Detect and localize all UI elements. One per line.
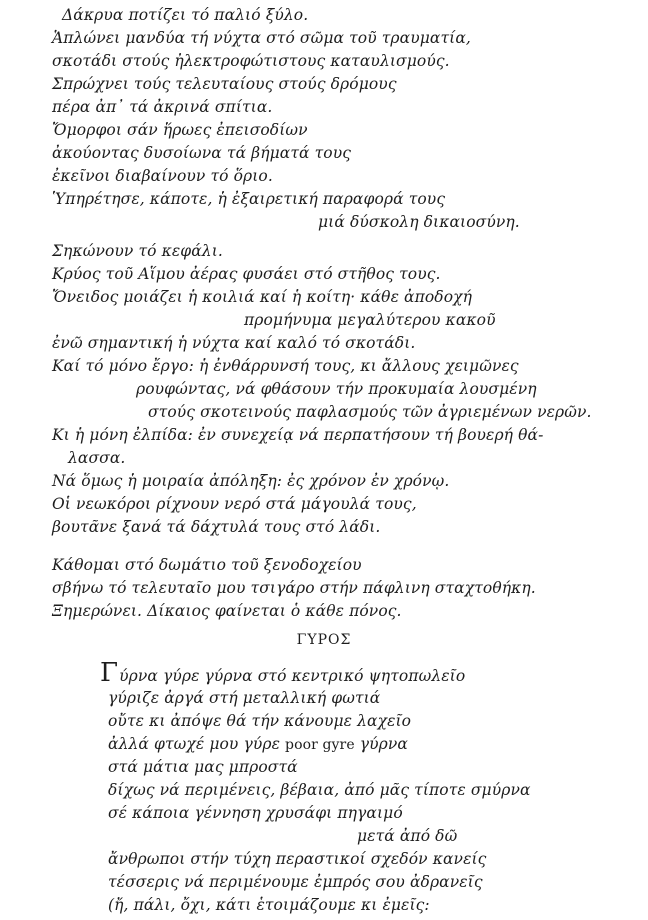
poem-line: Οἱ νεωκόροι ρίχνουν νερό στά μάγουλά τους, [52, 495, 417, 513]
poem-line: Καί τό μόνο ἔργο: ἡ ἐνθάρρυνσή τους, κι ἄλλους χειμῶνες [52, 357, 519, 375]
poem-line: Κι ἡ μόνη ἐλπίδα: ἐν συνεχείᾳ νά περπατήσουν τή βουερή θά- [52, 426, 544, 444]
poem-line: Ὄμορφοι σάν ἥρωες ἐπεισοδίων [52, 121, 308, 139]
poem-line: Σπρώχνει τούς τελευταίους στούς δρόμους [52, 75, 397, 93]
poem-line: Ὑπηρέτησε, κάποτε, ἡ ἐξαιρετική παραφορά τους [52, 190, 446, 208]
poem-title: ΓΥΡΟΣ [296, 632, 352, 648]
poem-line: στά μάτια μας μπροστά [108, 758, 298, 776]
poem-line: ἄνθρωποι στήν τύχη περαστικοί σχεδόν κανείς [108, 850, 487, 868]
poem-line-text: γύρνα [354, 735, 408, 753]
poem-line: βουτᾶνε ξανά τά δάχτυλά τους στό λάδι. [52, 518, 381, 536]
poem-line: μετά ἀπό δῶ [357, 827, 458, 845]
poem-line: (ἤ, πάλι, ὄχι, κάτι ἑτοιμάζουμε κι ἐμεῖς: [108, 896, 430, 914]
poem-line: δίχως νά περιμένεις, βέβαια, ἀπό μᾶς τίποτε σμύρνα [108, 781, 531, 799]
poem-line: ἀκούοντας δυσοίωνα τά βήματά τους [52, 144, 352, 162]
poem-line: Ἁπλώνει μανδύα τή νύχτα στό σῶμα τοῦ τραυματία, [52, 29, 471, 47]
poem-line: σβήνω τό τελευταῖο μου τσιγάρο στήν πάφλινη σταχτοθήκη. [52, 579, 536, 597]
poem-line: Κρύος τοῦ Αἵμου ἀέρας φυσάει στό στῆθος τους. [52, 265, 441, 283]
english-phrase: poor gyre [285, 737, 355, 753]
poem-line: Ξημερώνει. Δίκαιος φαίνεται ὁ κάθε πόνος. [52, 602, 402, 620]
poem-line [100, 658, 466, 688]
poem-line: προμήνυμα μεγαλύτερου κακοῦ [244, 311, 496, 329]
poem-line: σκοτάδι στούς ἠλεκτροφώτιστους καταυλισμούς. [52, 52, 450, 70]
poem-line: Νά ὅμως ἡ μοιραία ἀπόληξη: ἐς χρόνον ἐν χρόνῳ. [52, 472, 450, 490]
poem-line-text: ύρνα γύρε γύρνα στό κεντρικό ψητοπωλεῖο [119, 667, 466, 685]
poem-line [108, 735, 408, 754]
poem-line: ἐνῶ σημαντική ἡ νύχτα καί καλό τό σκοτάδι. [52, 334, 416, 352]
poem-line: σέ κάποια γέννηση χρυσάφι πηγαιμό [108, 804, 403, 822]
poem-line: οὔτε κι ἀπόψε θά τήν κάνουμε λαχεῖο [108, 712, 412, 730]
poem-line: Σηκώνουν τό κεφάλι. [52, 242, 223, 260]
poem-line: γύριζε ἀργά στή μεταλλική φωτιά [108, 689, 381, 707]
poem-line: Ὄνειδος μοιάζει ἡ κοιλιά καί ἡ κοίτη· κάθε ἀποδοχή [52, 288, 473, 306]
poem-line: πέρα ἀπ᾽ τά ἀκρινά σπίτια. [52, 98, 273, 116]
poem-line: τέσσερις νά περιμένουμε ἐμπρός σου ἀδρανεῖς [108, 873, 483, 891]
poem-line: ρουφώντας, νά φθάσουν τήν προκυμαία λουσμένη [136, 380, 537, 398]
poem-line: ἐκεῖνοι διαβαίνουν τό ὅριο. [52, 167, 273, 185]
poem-line: Δάκρυα ποτίζει τό παλιό ξύλο. [62, 6, 309, 24]
drop-cap: Γ [100, 658, 119, 688]
poem-line-text: ἀλλά φτωχέ μου γύρε [108, 735, 286, 753]
poem-line: λασσα. [68, 449, 126, 467]
poem-line: στούς σκοτεινούς παφλασμούς τῶν ἀγριεμένων νερῶν. [148, 403, 592, 421]
poem-line: Κάθομαι στό δωμάτιο τοῦ ξενοδοχείου [52, 556, 362, 574]
poem-line: μιά δύσκολη δικαιοσύνη. [318, 213, 520, 231]
